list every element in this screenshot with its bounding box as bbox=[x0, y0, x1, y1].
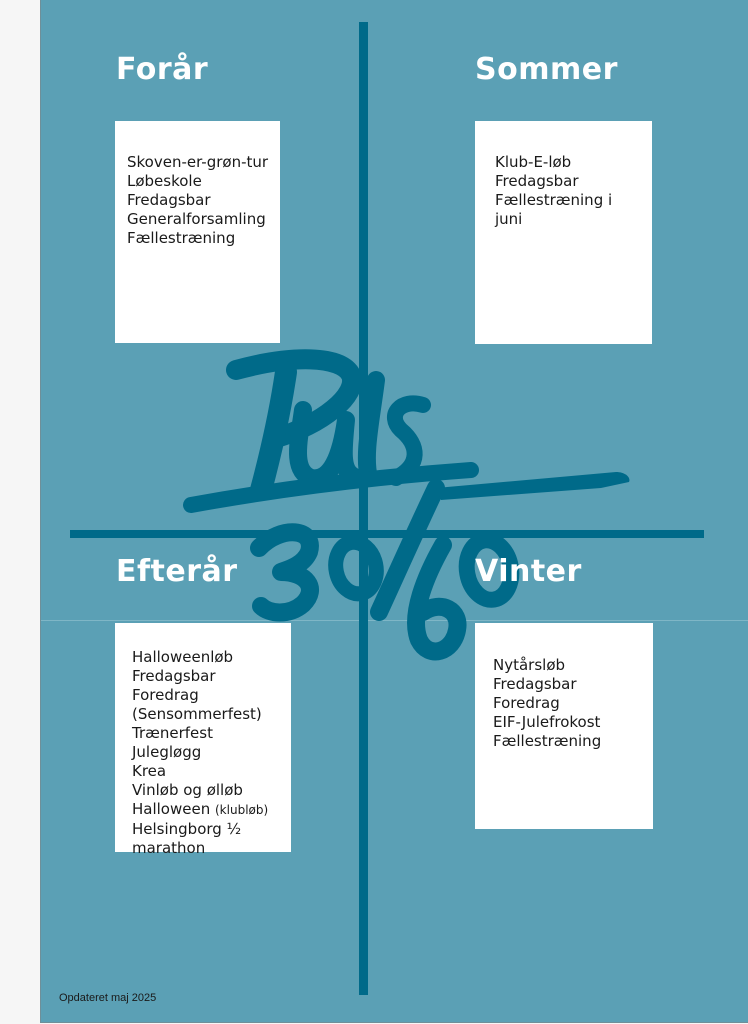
list-item: Halloweenløb bbox=[132, 648, 234, 666]
list-item: Fredagsbar bbox=[493, 675, 577, 693]
winter-activity-card bbox=[475, 623, 653, 829]
vertical-divider bbox=[359, 22, 368, 995]
season-title-summer: Sommer bbox=[475, 52, 618, 87]
list-item: Vinløb og ølløb bbox=[132, 781, 243, 799]
updated-note: Opdateret maj 2025 bbox=[59, 992, 157, 1004]
list-item: Fællestræning bbox=[127, 229, 236, 247]
season-poster bbox=[40, 0, 748, 1023]
list-item: Klub-E-løb bbox=[495, 153, 572, 171]
list-item-label: Halloween bbox=[132, 800, 211, 818]
list-item: Julegløgg bbox=[132, 743, 202, 761]
list-item: Fællestræning bbox=[493, 732, 602, 750]
list-item: Fredagsbar bbox=[132, 667, 216, 685]
list-item: Generalforsamling bbox=[127, 210, 266, 228]
season-title-winter: Vinter bbox=[475, 554, 582, 589]
list-item: Fredagsbar bbox=[127, 191, 211, 209]
list-item: Helsingborg ½ marathon bbox=[132, 820, 242, 857]
list-item: Foredrag bbox=[132, 686, 199, 704]
spring-activity-card bbox=[115, 121, 280, 343]
list-item: Skoven-er-grøn-tur bbox=[127, 153, 269, 171]
list-item: Løbeskole bbox=[127, 172, 202, 190]
list-item bbox=[132, 800, 285, 820]
horizontal-divider bbox=[70, 530, 704, 538]
summer-activity-card bbox=[475, 121, 652, 344]
list-item: Fredagsbar bbox=[495, 172, 579, 190]
list-item: EIF-Julefrokost bbox=[493, 713, 601, 731]
list-item: Fællestræning i juni bbox=[495, 191, 613, 228]
season-title-autumn: Efterår bbox=[116, 554, 238, 589]
list-item: Foredrag bbox=[493, 694, 560, 712]
list-item: (Sensommerfest) bbox=[132, 705, 262, 723]
season-title-spring: Forår bbox=[116, 52, 209, 87]
autumn-activity-card bbox=[115, 623, 291, 857]
list-item: Trænerfest bbox=[132, 724, 213, 742]
club-run-note: (klubløb) bbox=[215, 803, 269, 817]
list-item: Nytårsløb bbox=[493, 656, 566, 674]
list-item: Krea bbox=[132, 762, 167, 780]
